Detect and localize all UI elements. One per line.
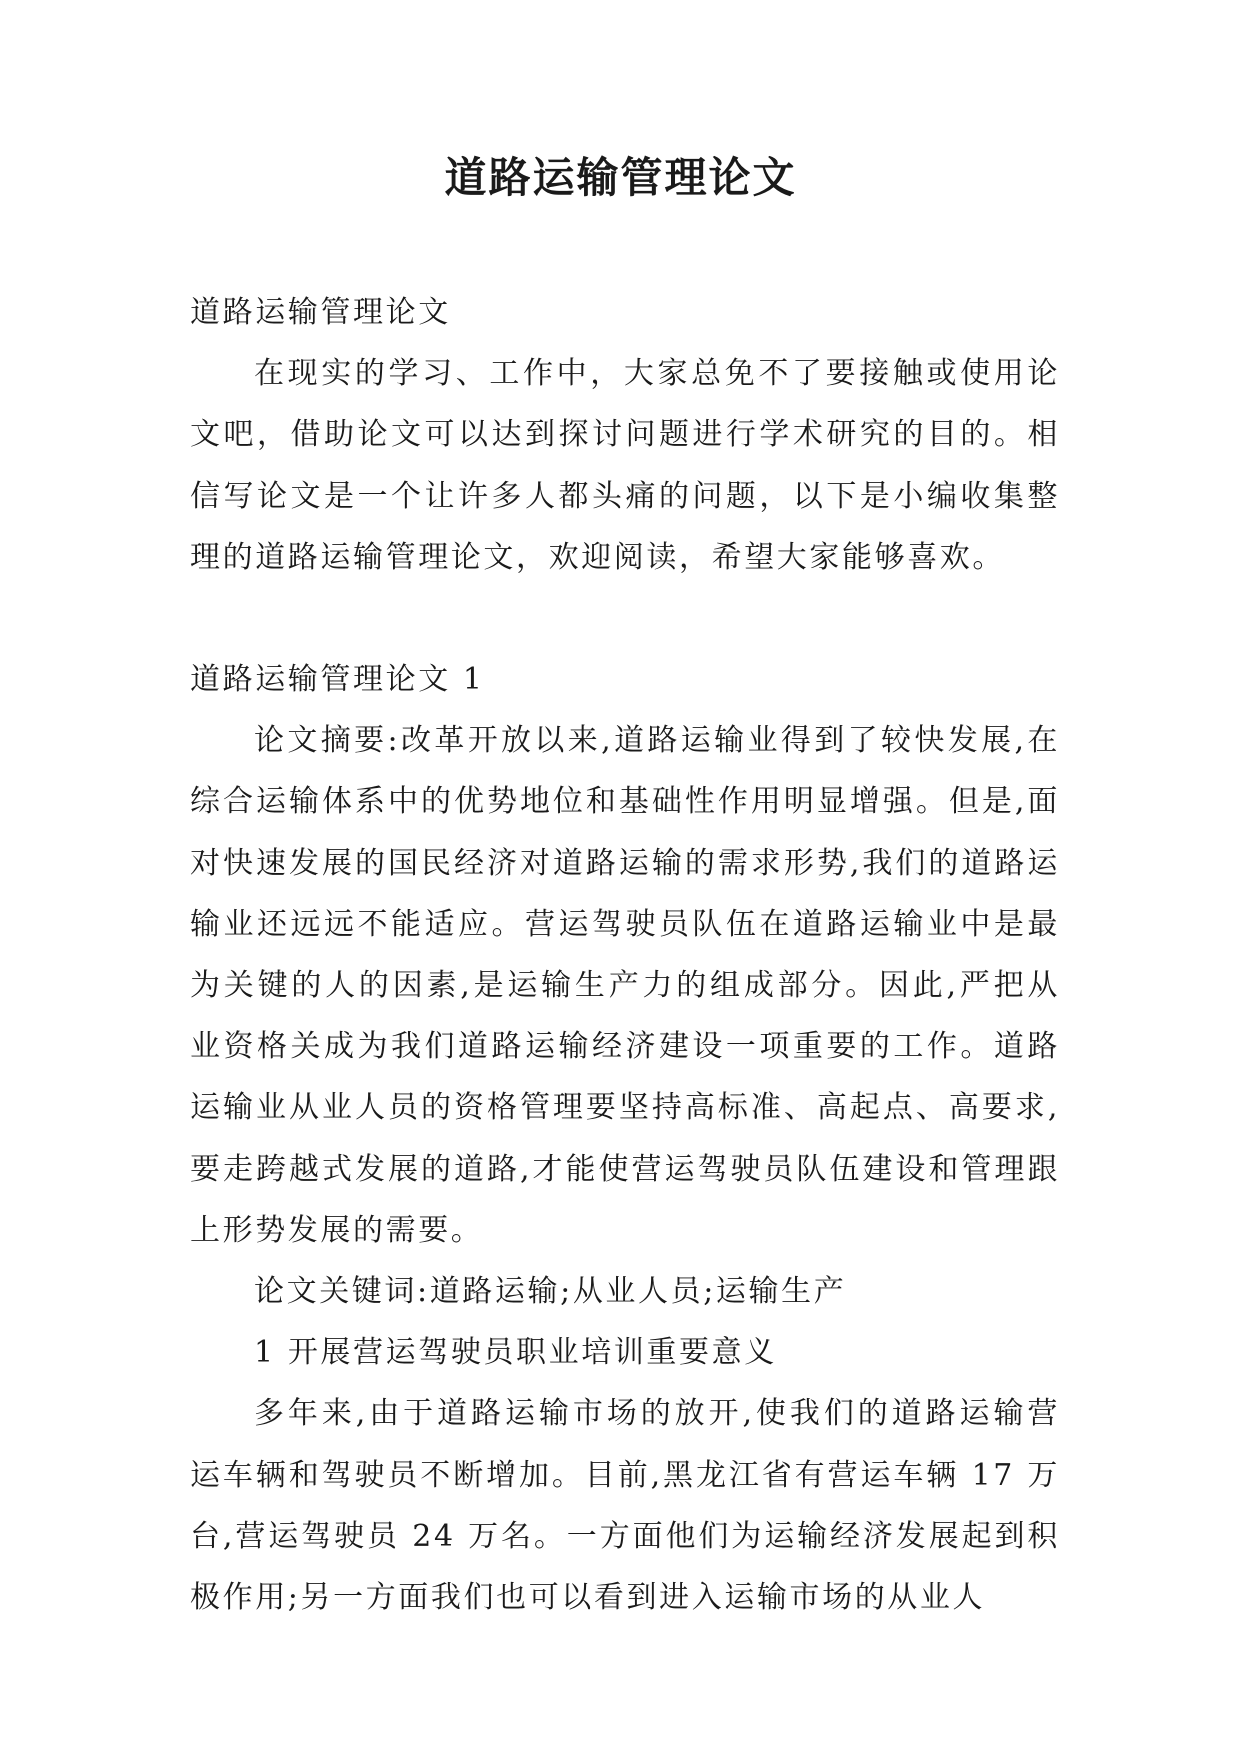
page-title: 道路运输管理论文 (444, 153, 797, 202)
document-body (190, 282, 1060, 1628)
abstract-paragraph: 论文摘要:改革开放以来,道路运输业得到了较快发展,在综合运输体系中的优势地位和基础性作用明显增强。但是,面对快速发展的国民经济对道路运输的需求形势,我们的道路运输业还远远不能适应。营运驾驶员队伍在道路运输业中是最为关键的人的因素,是运输生产力的组成部分。因此,严把从业资格关成为我们道路运输经济建设一项重要的工作。道路运输业从业人员的资格管理要坚持高标准、高起点、高要求,要走跨越式发展的道路,才能使营运驾驶员队伍建设和管理跟上形势发展的需要。 (190, 723, 1060, 1248)
intro-heading: 道路运输管理论文 (190, 295, 451, 330)
keywords-line: 论文关键词:道路运输;从业人员;运输生产 (254, 1274, 847, 1310)
body-paragraph-1: 多年来,由于道路运输市场的放开,使我们的道路运输营运车辆和驾驶员不断增加。目前,黑龙江省有营运车辆 17 万台,营运驾驶员 24 万名。一方面他们为运输经济发展起到积极作用;另一方面我们也可以看到进入运输市场的从业人 (190, 1396, 1060, 1616)
section-1-heading: 道路运输管理论文 1 (190, 662, 485, 698)
intro-paragraph: 在现实的学习、工作中，大家总免不了要接触或使用论文吧，借助论文可以达到探讨问题进行学术研究的目的。相信写论文是一个让许多人都头痛的问题，以下是小编收集整理的道路运输管理论文，欢迎阅读，希望大家能够喜欢。 (190, 356, 1060, 575)
section-spacer (190, 588, 1060, 649)
subheading-1: 1 开展营运驾驶员职业培训重要意义 (254, 1335, 777, 1371)
